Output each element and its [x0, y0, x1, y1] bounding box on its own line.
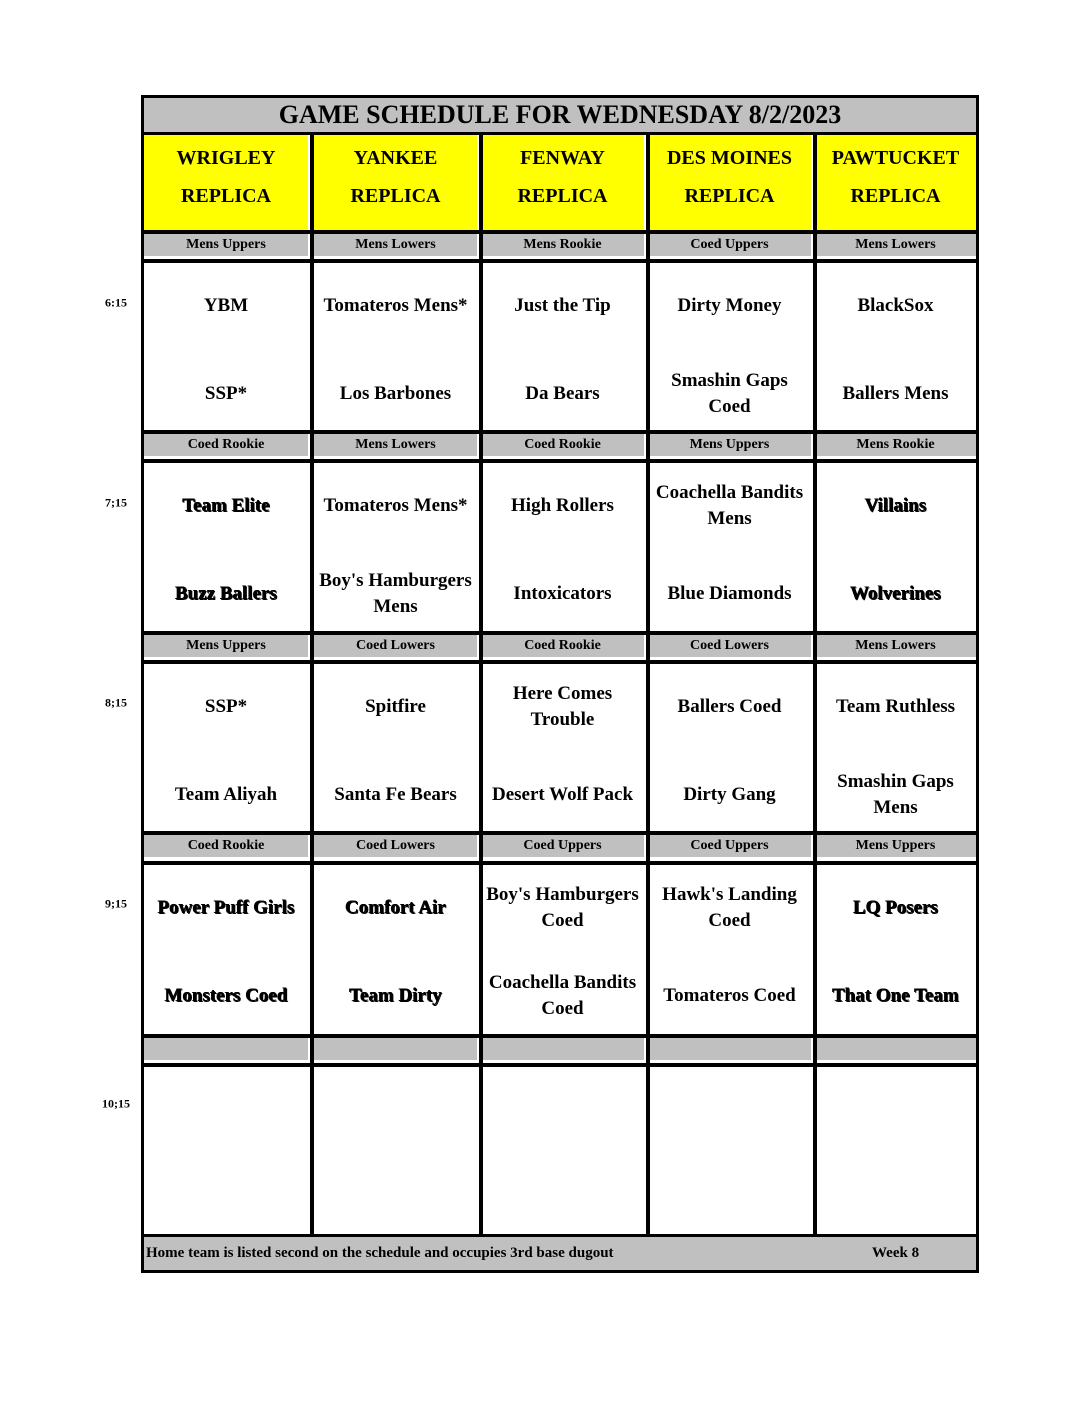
game-cell	[648, 262, 811, 433]
division-label: Mens Lowers	[314, 233, 477, 256]
home-team-name: Dirty Gang	[683, 784, 776, 805]
away-team-name: Coachella Bandits Mens	[655, 482, 804, 529]
footer-band	[144, 1237, 976, 1270]
game-cell	[815, 663, 976, 834]
grid-rule	[144, 660, 976, 664]
time-text: 8;15	[105, 695, 127, 710]
division-label: Mens Uppers	[648, 433, 811, 456]
time-text: 10;15	[102, 1096, 130, 1111]
division-label: Mens Rookie	[815, 433, 976, 456]
stadium-name: PAWTUCKET	[831, 147, 960, 169]
division-label: Mens Uppers	[144, 233, 308, 256]
stadium-header	[481, 135, 644, 230]
division-label: Mens Uppers	[815, 834, 976, 857]
home-team-name: Santa Fe Bears	[334, 784, 457, 805]
game-cell	[648, 462, 811, 633]
away-team-name: Tomateros Mens*	[323, 495, 468, 516]
stadium-subtitle: REPLICA	[850, 185, 941, 207]
grid-rule	[144, 230, 976, 234]
home-team-name: Tomateros Coed	[663, 985, 796, 1006]
division-label: Coed Lowers	[314, 834, 477, 857]
home-team-name: Team Dirty	[349, 985, 442, 1006]
game-cell	[815, 1066, 976, 1237]
game-cell	[144, 262, 308, 433]
away-team-name: Hawk's Landing Coed	[662, 884, 797, 931]
home-team-name: Da Bears	[525, 383, 600, 404]
stadium-header	[648, 135, 811, 230]
away-team-name: Here Comes Trouble	[512, 683, 613, 730]
game-cell	[815, 864, 976, 1035]
home-team-name: Blue Diamonds	[667, 583, 792, 604]
away-team-name: Team Ruthless	[835, 696, 956, 717]
home-team-name: Los Barbones	[339, 383, 452, 404]
division-label	[481, 1037, 644, 1060]
division-label: Coed Rookie	[144, 433, 308, 456]
stadium-subtitle: REPLICA	[350, 185, 441, 207]
away-team-name: Team Elite	[182, 495, 270, 516]
home-team-name: Boy's Hamburgers Mens	[319, 570, 472, 617]
stadium-name: YANKEE	[353, 147, 438, 169]
time-text: 6:15	[105, 295, 127, 310]
away-team-name: LQ Posers	[853, 897, 938, 918]
stadium-header	[314, 135, 477, 230]
home-team-name: Desert Wolf Pack	[491, 784, 634, 805]
game-cell	[314, 1066, 477, 1237]
game-cell	[481, 1066, 644, 1237]
away-team-name: Dirty Money	[677, 295, 782, 316]
division-label: Mens Lowers	[815, 233, 976, 256]
division-label	[815, 1037, 976, 1060]
stadium-name: WRIGLEY	[176, 147, 276, 169]
home-team-name: Smashin Gaps Coed	[671, 370, 788, 417]
away-team-name: Power Puff Girls	[157, 897, 295, 918]
stadium-subtitle: REPLICA	[180, 185, 271, 207]
column-rule	[646, 135, 650, 1237]
away-team-name: BlackSox	[857, 295, 934, 316]
division-label: Coed Rookie	[481, 433, 644, 456]
home-team-name: Ballers Mens	[842, 383, 949, 404]
home-team-name: Coachella Bandits Coed	[488, 972, 637, 1019]
division-label: Mens Rookie	[481, 233, 644, 256]
division-label: Mens Uppers	[144, 634, 308, 657]
home-team-name: Monsters Coed	[164, 985, 288, 1006]
game-cell	[314, 462, 477, 633]
away-team-name: Boy's Hamburgers Coed	[486, 884, 639, 931]
game-cell	[815, 462, 976, 633]
game-cell	[144, 462, 308, 633]
home-team-name: Smashin Gaps Mens	[837, 771, 954, 818]
grid-rule	[144, 1034, 976, 1038]
footer-note: Home team is listed second on the schedule and occupies 3rd base dugout	[146, 1245, 614, 1261]
stadium-name: DES MOINES	[666, 147, 793, 169]
away-team-name: SSP*	[204, 696, 248, 717]
away-team-name: Spitfire	[365, 696, 426, 717]
game-cell	[314, 864, 477, 1035]
column-rule	[813, 135, 817, 1237]
grid-rule	[144, 1063, 976, 1067]
home-team-name: Buzz Ballers	[175, 583, 277, 604]
game-cell	[144, 663, 308, 834]
game-cell	[144, 1066, 308, 1237]
game-cell	[648, 864, 811, 1035]
division-label: Coed Rookie	[481, 634, 644, 657]
schedule-sheet	[141, 95, 979, 1273]
week-label: Week 8	[872, 1245, 920, 1261]
division-label: Coed Uppers	[648, 834, 811, 857]
column-rule	[310, 135, 314, 1237]
away-team-name: Comfort Air	[345, 897, 446, 918]
grid-rule	[144, 861, 976, 865]
game-cell	[648, 1066, 811, 1237]
game-cell	[314, 663, 477, 834]
division-label	[144, 1037, 308, 1060]
column-rule	[479, 135, 483, 1237]
away-team-name: High Rollers	[511, 495, 614, 516]
stadium-subtitle: REPLICA	[684, 185, 775, 207]
division-label: Coed Rookie	[144, 834, 308, 857]
grid-rule	[144, 631, 976, 635]
game-cell	[648, 663, 811, 834]
game-cell	[481, 663, 644, 834]
game-cell	[481, 462, 644, 633]
grid-rule	[144, 430, 976, 434]
game-cell	[815, 262, 976, 433]
grid-rule	[144, 459, 976, 463]
division-label: Mens Lowers	[314, 433, 477, 456]
away-team-name: YBM	[203, 295, 249, 316]
time-text: 7;15	[105, 495, 127, 510]
home-team-name: SSP*	[204, 383, 248, 404]
division-label	[314, 1037, 477, 1060]
division-label: Coed Uppers	[481, 834, 644, 857]
time-text: 9;15	[105, 896, 127, 911]
stadium-header	[144, 135, 308, 230]
away-team-name: Just the Tip	[514, 295, 611, 316]
home-team-name: Intoxicators	[513, 583, 612, 604]
home-team-name: Wolverines	[850, 583, 941, 604]
home-team-name: Team Aliyah	[174, 784, 278, 805]
stadium-name: FENWAY	[520, 147, 605, 169]
division-label: Mens Lowers	[815, 634, 976, 657]
away-team-name: Ballers Coed	[677, 696, 782, 717]
game-cell	[481, 262, 644, 433]
home-team-name: That One Team	[832, 985, 959, 1006]
page-title: GAME SCHEDULE FOR WEDNESDAY 8/2/2023	[144, 98, 976, 135]
division-label: Coed Uppers	[648, 233, 811, 256]
division-label: Coed Lowers	[648, 634, 811, 657]
game-cell	[314, 262, 477, 433]
grid-rule	[144, 831, 976, 835]
stadium-subtitle: REPLICA	[517, 185, 608, 207]
stadium-header	[815, 135, 976, 233]
game-cell	[144, 864, 308, 1035]
division-label: Coed Lowers	[314, 634, 477, 657]
away-team-name: Villains	[864, 495, 927, 516]
game-cell	[481, 864, 644, 1035]
grid-rule	[144, 259, 976, 263]
away-team-name: Tomateros Mens*	[323, 295, 468, 316]
division-label	[648, 1037, 811, 1060]
